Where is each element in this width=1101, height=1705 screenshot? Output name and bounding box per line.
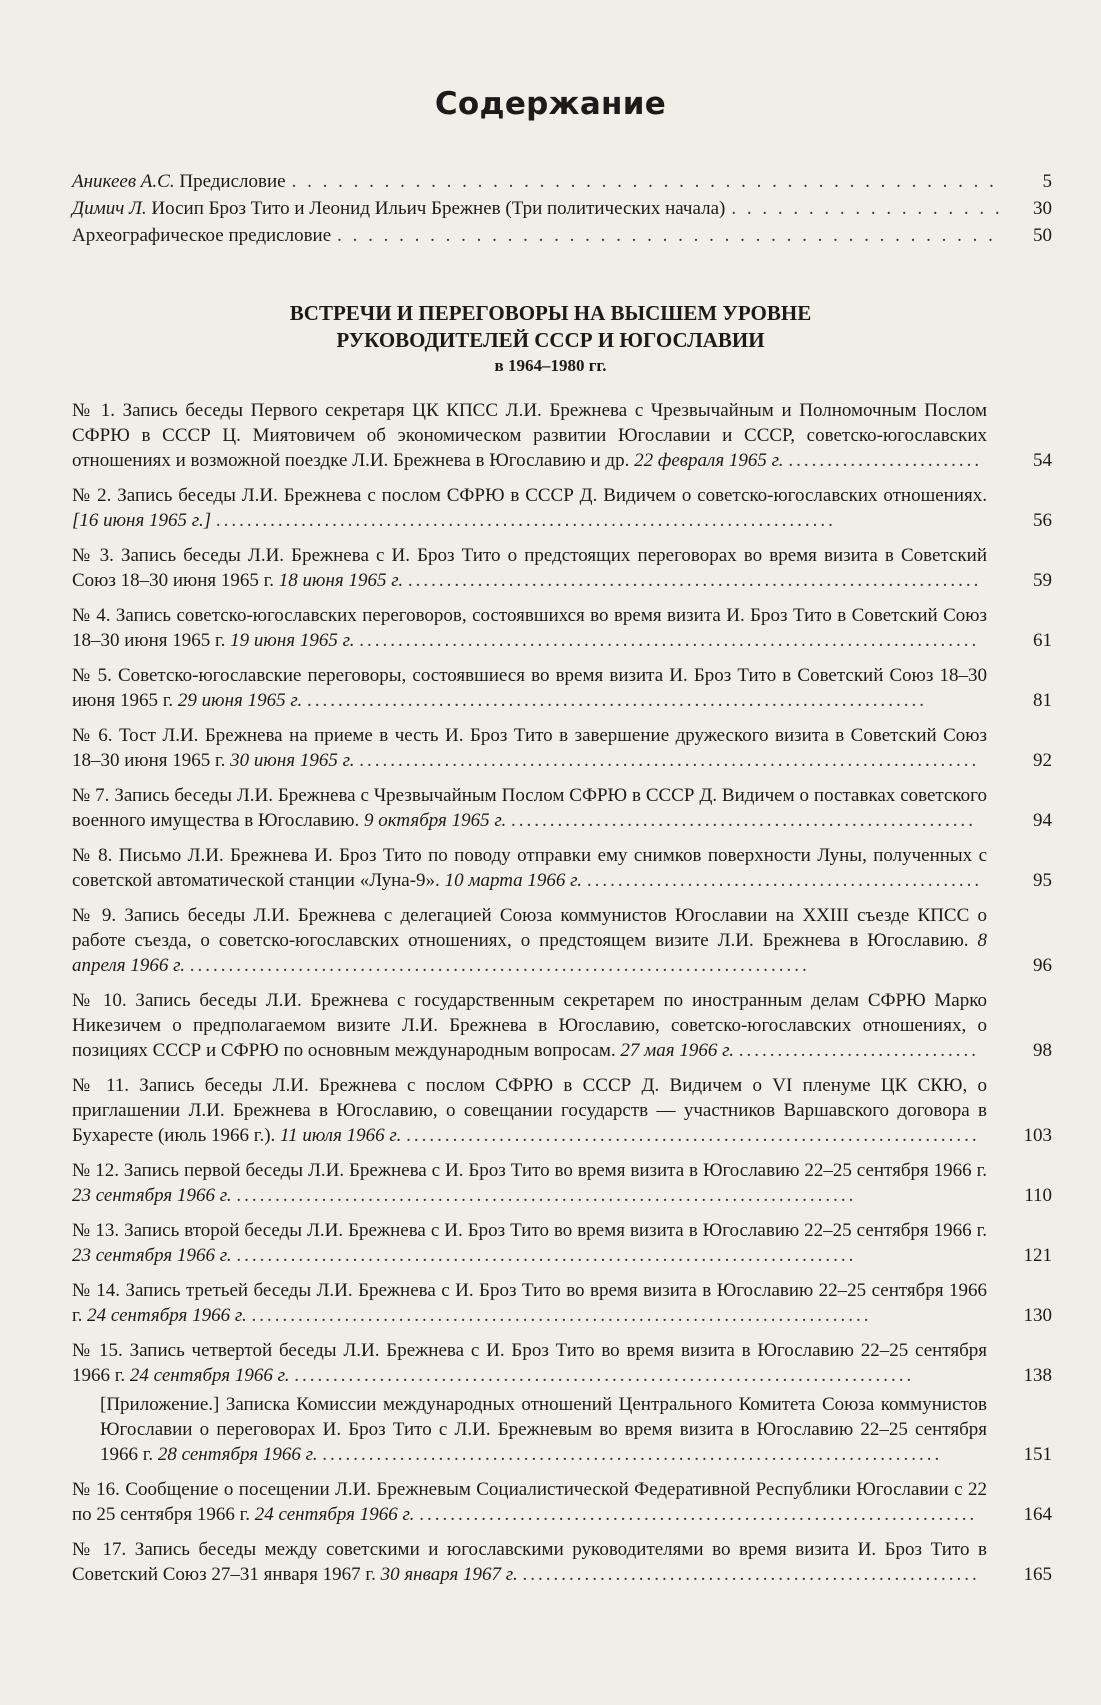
leader-dots: ................................................................................ — [251, 1305, 872, 1326]
entry-title: Предисловие — [179, 171, 286, 192]
toc-entry-document[interactable] — [72, 903, 1052, 978]
toc-entry-document[interactable] — [72, 398, 1052, 473]
toc-entry-appendix[interactable] — [72, 1392, 1052, 1467]
leader-dots: ................................................................................ — [215, 510, 836, 531]
toc-entry-document[interactable] — [72, 1278, 1052, 1328]
entry-title: № 16. Сообщение о посещении Л.И. Брежневым Социалистической Федеративной Республики Югославии с 22 по 25 сентября 1966 г. — [72, 1479, 987, 1525]
entry-page: 121 — [1023, 1245, 1052, 1266]
entry-date: 30 июня 1965 г. — [230, 750, 355, 771]
entry-page: 30 — [1033, 198, 1052, 219]
entry-title: № 12. Запись первой беседы Л.И. Брежнева с И. Броз Тито во время визита в Югославию 22–25 сентября 1966 г. — [72, 1160, 987, 1181]
leader-dots: ................................................................................ — [359, 630, 980, 651]
entry-title: № 3. Запись беседы Л.И. Брежнева с И. Броз Тито о предстоящих переговорах во время визита в Советский Союз 18–30 июня 1965 г. — [72, 545, 987, 591]
leader-dots — [331, 225, 1002, 247]
entry-date: 29 июня 1965 г. — [177, 690, 303, 711]
entry-date: 23 сентября 1966 г. — [72, 1245, 232, 1266]
entry-date: 22 февраля 1965 г. — [634, 450, 784, 471]
entry-page: 50 — [1033, 225, 1052, 246]
toc-entry-document[interactable] — [72, 663, 1052, 713]
leader-dots: ................................................................................ — [236, 1185, 857, 1206]
entry-page: 110 — [1024, 1185, 1052, 1206]
leader-dots: ................................................................................ — [359, 750, 980, 771]
toc-entry-document[interactable] — [72, 1073, 1052, 1148]
entry-title: № 15. Запись четвертой беседы Л.И. Брежнева с И. Броз Тито во время визита в Югославию 22–25 сентября 1966 г. — [72, 1340, 987, 1386]
entry-date: 24 сентября 1966 г. — [254, 1504, 415, 1525]
entry-page: 164 — [1023, 1504, 1052, 1525]
entry-title: № 8. Письмо Л.И. Брежнева И. Броз Тито по поводу отправки ему снимков поверхности Луны, полученных с советской автоматической станции «Луна-9». — [72, 845, 987, 891]
entry-page: 5 — [1042, 171, 1052, 192]
section-heading-line2: РУКОВОДИТЕЛЕЙ СССР И ЮГОСЛАВИИ — [336, 328, 765, 352]
intro-list — [72, 171, 1052, 252]
section-heading-line1: ВСТРЕЧИ И ПЕРЕГОВОРЫ НА ВЫСШЕМ УРОВНЕ — [289, 301, 812, 325]
leader-dots: ................................................... — [586, 870, 983, 891]
entry-title: № 2. Запись беседы Л.И. Брежнева с послом СФРЮ в СССР Д. Видичем о советско-югославских отношениях. — [72, 485, 987, 506]
entry-date: 28 сентября 1966 г. — [157, 1444, 318, 1465]
entry-title: № 17. Запись беседы между советскими и югославскими руководителями во время визита И. Броз Тито в Советский Союз 27–31 января 1967 г. — [72, 1539, 987, 1585]
entry-title: № 7. Запись беседы Л.И. Брежнева с Чрезвычайным Послом СФРЮ в СССР Д. Видичем о поставках советского военного имущества в Югославию. — [72, 785, 987, 831]
toc-entry-document[interactable] — [72, 1338, 1052, 1388]
leader-dots: ................................................................................ — [307, 690, 927, 711]
entry-title: [Приложение.] Записка Комиссии международных отношений Центрального Комитета Союза коммунистов Югославии о переговорах И. Броз Тито с Л.И. Брежневым во время визита в Югославию 22–25 сентября 1966 г. — [100, 1394, 987, 1465]
entry-page: 130 — [1023, 1305, 1052, 1326]
entry-title: № 10. Запись беседы Л.И. Брежнева с государственным секретарем по иностранным делам СФРЮ Марко Никезичем о предполагаемом визите Л.И. Брежнева в Югославию, советско-югославских отношениях, о позициях СССР и СФРЮ по основным международным вопросам. — [72, 990, 987, 1061]
entry-page: 92 — [1033, 750, 1052, 771]
entry-title: № 1. Запись беседы Первого секретаря ЦК КПСС Л.И. Брежнева с Чрезвычайным и Полномочным Послом СФРЮ в СССР Ц. Миятовичем об экономическом развитии Югославии и СССР, советско-югославских отношениях и возможной поездке Л.И. Брежнева в Югославию и др. — [72, 400, 987, 471]
entry-title: № 9. Запись беседы Л.И. Брежнева с делегацией Союза коммунистов Югославии на XXIII съезде КПСС о работе съезда, о советско-югославских отношениях, о предстоящем визите Л.И. Брежнева в Югославию. — [72, 905, 987, 951]
entry-title: № 14. Запись третьей беседы Л.И. Брежнева с И. Броз Тито во время визита в Югославию 22–25 сентября 1966 г. — [72, 1280, 987, 1326]
entry-page: 103 — [1023, 1125, 1052, 1146]
toc-entry-document[interactable] — [72, 483, 1052, 533]
entry-title: Иосип Броз Тито и Леонид Ильич Брежнев (Три политических начала) — [151, 198, 726, 219]
section-heading — [0, 300, 1101, 378]
leader-dots: ........................................................... — [522, 1564, 980, 1585]
entry-page: 81 — [1033, 690, 1052, 711]
toc-entry-archeographic[interactable] — [72, 225, 1052, 252]
leader-dots: ............................... — [738, 1040, 980, 1061]
toc-entry-document[interactable] — [72, 843, 1052, 893]
leader-dots: ................................................................................ — [189, 955, 810, 976]
entry-page: 165 — [1023, 1564, 1052, 1585]
entry-date: 9 октября 1965 г. — [364, 810, 507, 831]
entry-title: № 6. Тост Л.И. Брежнева на приеме в честь И. Броз Тито в завершение дружеского визита в Советский Союз 18–30 июня 1965 г. — [72, 725, 987, 771]
leader-dots: .......................................................................... — [406, 1125, 980, 1146]
entry-date: 30 января 1967 г. — [380, 1564, 518, 1585]
section-heading-line3: в 1964–1980 гг. — [494, 356, 607, 375]
toc-entry-document[interactable] — [72, 1477, 1052, 1527]
toc-entry-dimich[interactable] — [72, 198, 1052, 225]
entry-date: 18 июня 1965 г. — [278, 570, 404, 591]
entry-page: 96 — [1033, 955, 1052, 976]
leader-dots: ................................................................................ — [294, 1365, 915, 1386]
entry-page: 59 — [1033, 570, 1052, 591]
entry-page: 54 — [1033, 450, 1052, 471]
toc-entry-document[interactable] — [72, 1537, 1052, 1587]
entry-title: № 13. Запись второй беседы Л.И. Брежнева с И. Броз Тито во время визита в Югославию 22–25 сентября 1966 г. — [72, 1220, 987, 1241]
leader-dots: ................................................................................ — [236, 1245, 857, 1266]
toc-entry-document[interactable] — [72, 1158, 1052, 1208]
toc-entry-document[interactable] — [72, 723, 1052, 773]
entry-title: № 5. Советско-югославские переговоры, состоявшиеся во время визита И. Броз Тито в Советский Союз 18–30 июня 1965 г. — [72, 665, 987, 711]
entry-date: 8 апреля 1966 г. — [72, 930, 988, 976]
entry-date: 27 мая 1966 г. — [620, 1040, 735, 1061]
entry-page: 151 — [1023, 1444, 1052, 1465]
toc-entry-document[interactable] — [72, 603, 1052, 653]
entry-page: 98 — [1033, 1040, 1052, 1061]
page-title: Содержание — [434, 86, 667, 122]
entry-title: № 4. Запись советско-югославских переговоров, состоявшихся во время визита И. Броз Тито в Советский Союз 18–30 июня 1965 г. — [72, 605, 987, 651]
entry-date: 10 марта 1966 г. — [444, 870, 583, 891]
entry-page: 94 — [1033, 810, 1052, 831]
leader-dots — [286, 171, 1002, 193]
leader-dots — [725, 198, 1002, 220]
entry-page: 95 — [1033, 870, 1052, 891]
leader-dots: .......................................................................... — [407, 570, 982, 591]
entry-date: 24 сентября 1966 г. — [87, 1305, 247, 1326]
toc-entry-preface[interactable] — [72, 171, 1052, 198]
entry-page: 56 — [1033, 510, 1052, 531]
leader-dots: ............................................................ — [511, 810, 976, 831]
entry-page: 61 — [1033, 630, 1052, 651]
toc-entry-document[interactable] — [72, 543, 1052, 593]
leader-dots: ................................................................................ — [322, 1444, 943, 1465]
entry-date: 23 сентября 1966 г. — [72, 1185, 232, 1206]
entry-author: Аникеев А.С. — [72, 171, 175, 192]
leader-dots: ......................... — [788, 450, 983, 471]
toc-entry-document[interactable] — [72, 783, 1052, 833]
entry-date: 24 сентября 1966 г. — [129, 1365, 290, 1386]
document-list — [72, 398, 1052, 1597]
leader-dots: ........................................................................ — [419, 1504, 978, 1525]
entry-date: 11 июля 1966 г. — [280, 1125, 402, 1146]
entry-date: 19 июня 1965 г. — [230, 630, 355, 651]
toc-entry-document[interactable] — [72, 988, 1052, 1063]
entry-author: Димич Л. — [72, 198, 147, 219]
toc-entry-document[interactable] — [72, 1218, 1052, 1268]
entry-title: Археографическое предисловие — [72, 225, 332, 246]
entry-date: [16 июня 1965 г.] — [72, 510, 212, 531]
entry-page: 138 — [1023, 1365, 1052, 1386]
entry-title: № 11. Запись беседы Л.И. Брежнева с послом СФРЮ в СССР Д. Видичем о VI пленуме ЦК СКЮ, о приглашении Л.И. Брежнева в Югославию, о совещании государств — участников Варшавского договора в Бухаресте (июль 1966 г.). — [72, 1075, 987, 1146]
